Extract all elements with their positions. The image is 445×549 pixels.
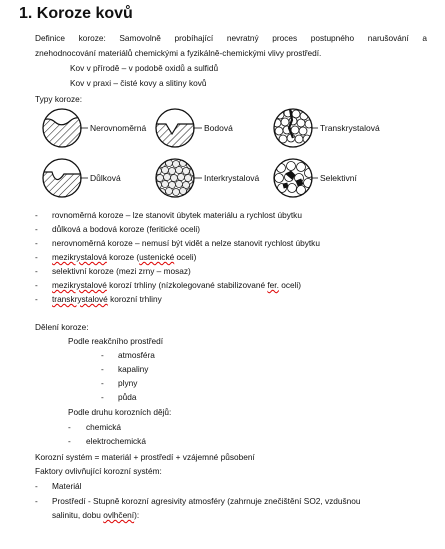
label-point: Bodová — [204, 123, 233, 133]
factor-environment-line-1: Prostředí - Stupně korozní agresivity atmosféry (zahrnuje znečištění SO2, vzdušnou — [52, 496, 361, 506]
list-dash: - — [68, 436, 71, 446]
list-item: nerovnoměrná koroze – nemusí být vidět a nelze stanovit rychlost úbytku — [52, 238, 320, 248]
definition-line-1: Definice koroze: Samovolně probíhající nevratný proces postupného narušování a — [35, 33, 427, 43]
environment-item: půda — [118, 392, 137, 402]
list-item — [52, 280, 301, 290]
division-heading: Dělení koroze: — [35, 322, 89, 332]
label-uneven: Nerovnoměrná — [90, 123, 147, 133]
by-process-heading: Podle druhu korozních dějů: — [68, 407, 172, 417]
label-transcrystalline: Transkrystalová — [320, 123, 380, 133]
list-dash: - — [101, 350, 104, 360]
list-dash: - — [35, 481, 38, 491]
misspelled-word: transkrystalové — [52, 294, 108, 304]
factor-item: Materiál — [52, 481, 82, 491]
intercrystalline-corrosion-icon — [155, 159, 199, 197]
definition-practice: Kov v praxi – čisté kovy a slitiny kovů — [70, 78, 207, 88]
factor-environment-line-2 — [52, 510, 139, 520]
list-item: rovnoměrná koroze – lze stanovit úbytek materiálu a rychlost úbytku — [52, 210, 302, 220]
list-dash: - — [35, 280, 38, 290]
page-title: 1. Koroze kovů — [19, 5, 133, 22]
by-environment-heading: Podle reakčního prostředí — [68, 336, 164, 346]
misspelled-word: mezikrystalové — [52, 280, 107, 290]
list-item-text: koroze ( — [106, 252, 140, 262]
list-dash: - — [68, 422, 71, 432]
factors-heading: Faktory ovlivňující korozní systém: — [35, 466, 162, 476]
list-item-text: oceli) — [278, 280, 302, 290]
environment-item: atmosféra — [118, 350, 155, 360]
misspelled-word: fer. — [267, 280, 279, 290]
selective-corrosion-icon — [274, 159, 314, 197]
list-dash: - — [35, 238, 38, 248]
list-dash: - — [101, 364, 104, 374]
list-dash: - — [35, 294, 38, 304]
list-item-text: korozní trhliny — [107, 294, 162, 304]
factor-text: ): — [134, 510, 140, 520]
definition-nature: Kov v přírodě – v podobě oxidů a sulfidů — [70, 63, 219, 73]
label-selective: Selektivní — [320, 173, 357, 183]
process-item: chemická — [86, 422, 122, 432]
list-dash: - — [35, 210, 38, 220]
list-dash: - — [35, 252, 38, 262]
point-corrosion-icon — [150, 109, 200, 150]
list-item-text: korozí trhliny (nízkolegované stabilizované — [106, 280, 268, 290]
misspelled-word: mezikrystalová — [52, 252, 107, 262]
list-dash: - — [35, 496, 38, 506]
corrosion-types-figure — [0, 0, 445, 210]
factor-text: salinitu, dobu — [52, 510, 104, 520]
list-dash: - — [35, 266, 38, 276]
misspelled-word: ovlhčení — [103, 510, 135, 520]
misspelled-word: ustenické — [139, 252, 175, 262]
label-pitting: Důlková — [90, 173, 121, 183]
label-intercrystalline: Interkrystalová — [204, 173, 260, 183]
pitting-corrosion-icon — [40, 159, 86, 200]
corrosion-system: Korozní systém = materiál + prostředí + vzájemné působení — [35, 452, 255, 462]
types-heading: Typy koroze: — [35, 94, 83, 104]
environment-item: kapaliny — [118, 364, 149, 374]
transcrystalline-corrosion-icon — [272, 107, 314, 149]
definition-line-2: znehodnocování materiálů chemickými a fyzikálně-chemickými vlivy prostředí. — [35, 48, 322, 58]
list-item — [52, 294, 162, 304]
environment-item: plyny — [118, 378, 138, 388]
uneven-corrosion-icon — [40, 109, 86, 150]
list-item — [52, 252, 196, 262]
list-dash: - — [101, 392, 104, 402]
list-dash: - — [101, 378, 104, 388]
list-item: selektivní koroze (mezi zrny – mosaz) — [52, 266, 191, 276]
process-item: elektrochemická — [86, 436, 146, 446]
list-dash: - — [35, 224, 38, 234]
list-item-text: oceli) — [174, 252, 197, 262]
list-item: důlková a bodová koroze (feritické oceli) — [52, 224, 201, 234]
